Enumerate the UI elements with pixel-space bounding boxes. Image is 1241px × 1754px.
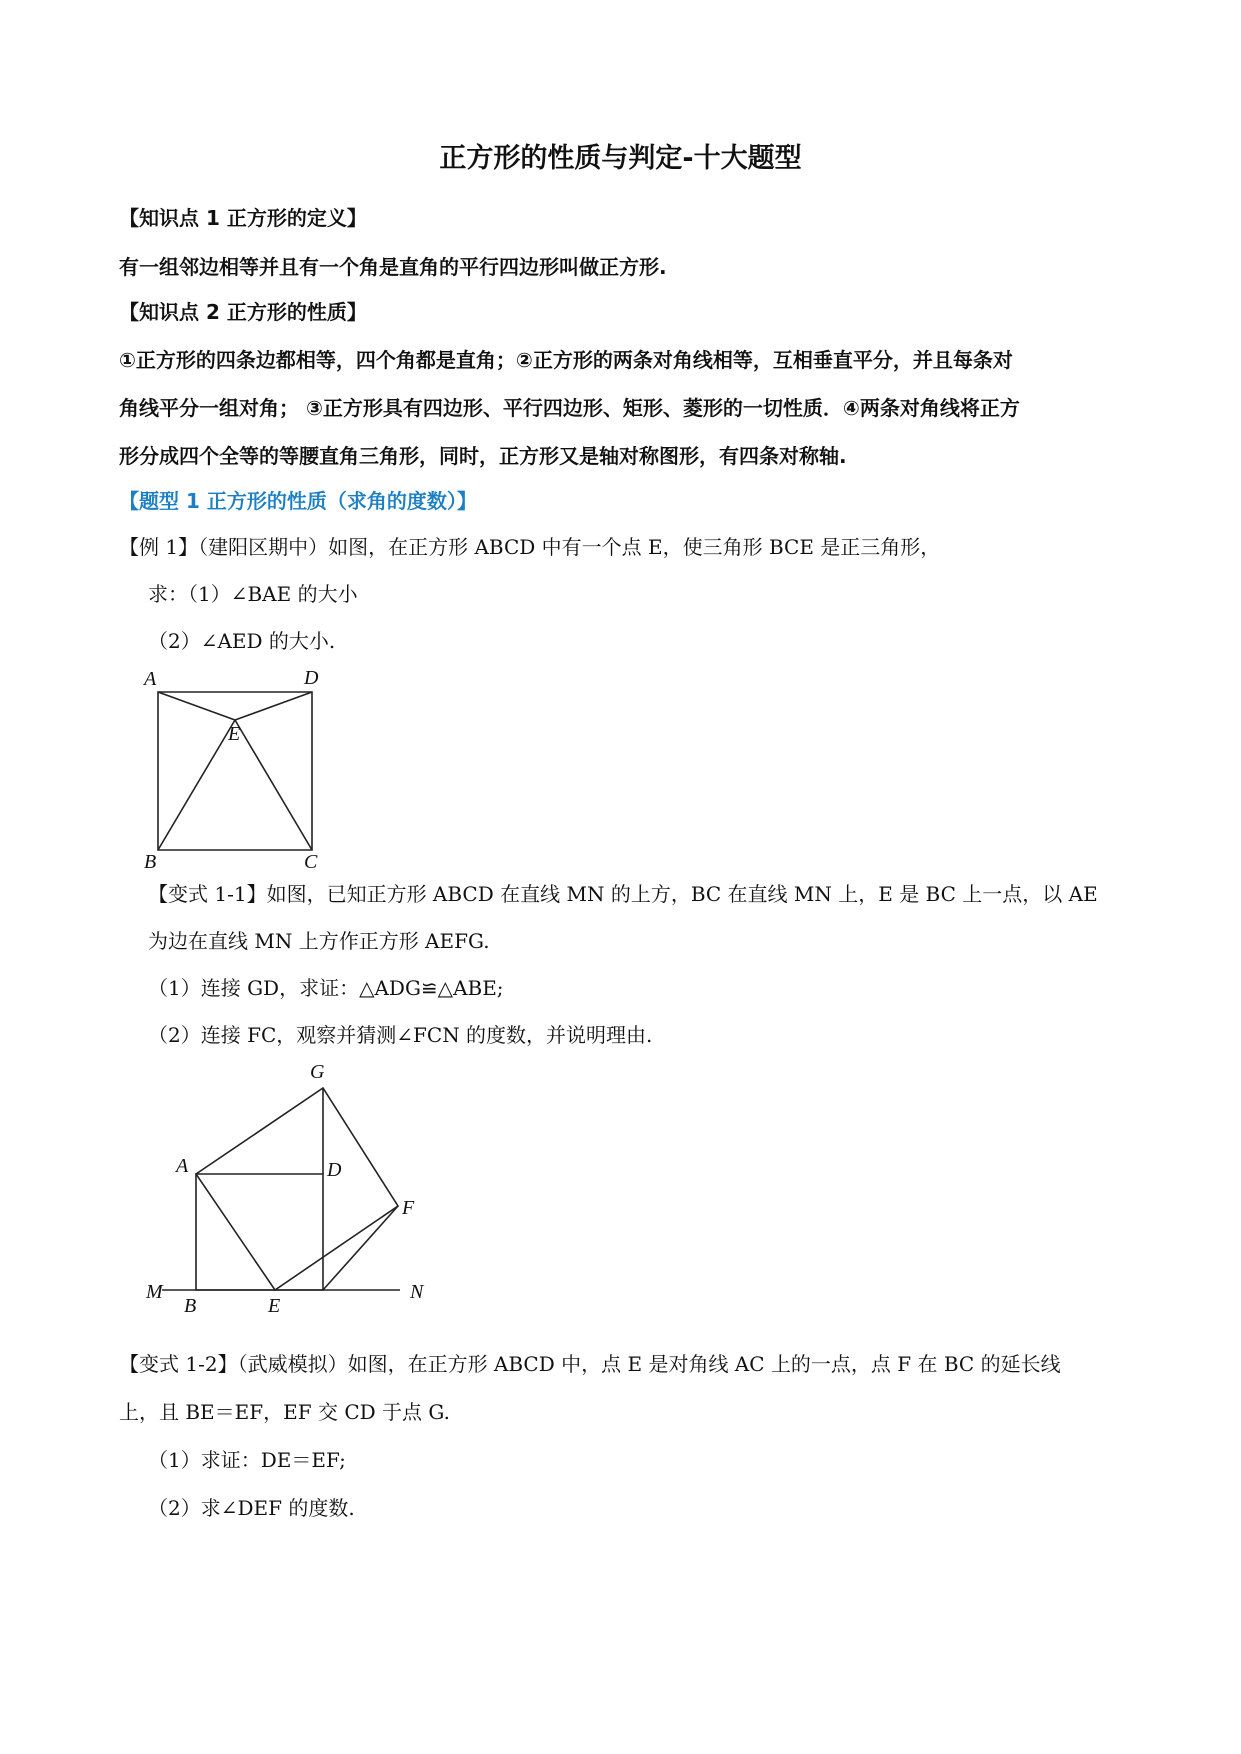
label-n: N xyxy=(410,1281,424,1303)
segment-de xyxy=(235,692,312,720)
segment-ce xyxy=(235,720,312,850)
square-abcd xyxy=(158,692,312,850)
label-b: B xyxy=(144,851,157,870)
label-c: C xyxy=(304,851,318,870)
knowledge-point-1-text: 有一组邻边相等并且有一个角是直角的平行四边形叫做正方形. xyxy=(119,255,667,279)
label-m: M xyxy=(146,1281,163,1303)
knowledge-point-2-line-1: ①正方形的四条边都相等，四个角都是直角；②正方形的两条对角线相等，互相垂直平分，并且每条对 xyxy=(119,348,1013,372)
label-d: D xyxy=(304,667,319,689)
knowledge-point-2-heading: 【知识点 2 正方形的性质】 xyxy=(119,300,367,324)
example-1-line-3: （2）∠AED 的大小. xyxy=(148,629,336,653)
label-a: A xyxy=(176,1155,189,1177)
variant-1-2-line-4: （2）求∠DEF 的度数. xyxy=(148,1496,355,1520)
type-1-heading: 【题型 1 正方形的性质（求角的度数）】 xyxy=(119,489,477,513)
knowledge-point-2-line-3: 形分成四个全等的等腰直角三角形，同时，正方形又是轴对称图形，有四条对称轴. xyxy=(119,444,847,468)
label-e: E xyxy=(268,1295,281,1317)
label-a: A xyxy=(144,668,157,690)
example-1-line-1: 【例 1】（建阳区期中）如图，在正方形 ABCD 中有一个点 E，使三角形 BCE 是正三角形， xyxy=(119,535,941,559)
knowledge-point-2-line-2: 角线平分一组对角； ③正方形具有四边形、平行四边形、矩形、菱形的一切性质．④两条对角线将正方 xyxy=(119,396,1020,420)
variant-1-1-line-4: （2）连接 FC，观察并猜测∠FCN 的度数，并说明理由. xyxy=(148,1023,653,1047)
label-f: F xyxy=(402,1197,415,1219)
square-aefg xyxy=(196,1088,398,1290)
variant-1-2-line-1: 【变式 1-2】（武威模拟）如图，在正方形 ABCD 中，点 E 是对角线 AC 上的一点，点 F 在 BC 的延长线 xyxy=(119,1352,1061,1376)
variant-1-1-line-2: 为边在直线 MN 上方作正方形 AEFG. xyxy=(148,929,490,953)
variant-1-1-figure xyxy=(140,1058,440,1318)
example-1-figure xyxy=(140,660,340,870)
segment-ae xyxy=(158,692,235,720)
variant-1-1-line-1: 【变式 1-1】如图，已知正方形 ABCD 在直线 MN 的上方，BC 在直线 MN 上，E 是 BC 上一点，以 AE xyxy=(148,882,1098,906)
square-abcd xyxy=(196,1174,323,1290)
label-e: E xyxy=(228,723,241,745)
segment-fc xyxy=(323,1206,398,1290)
knowledge-point-1-heading: 【知识点 1 正方形的定义】 xyxy=(119,206,367,230)
variant-1-2-line-2: 上，且 BE＝EF，EF 交 CD 于点 G. xyxy=(119,1400,450,1424)
page-title: 正方形的性质与判定-十大题型 xyxy=(439,143,802,174)
variant-1-1-line-3: （1）连接 GD，求证：△ADG≌△ABE; xyxy=(148,976,504,1000)
label-b: B xyxy=(184,1295,197,1317)
segment-be xyxy=(158,720,235,850)
label-g: G xyxy=(310,1061,325,1083)
example-1-line-2: 求：（1）∠BAE 的大小 xyxy=(148,582,358,606)
label-d: D xyxy=(327,1159,342,1181)
variant-1-2-line-3: （1）求证：DE＝EF; xyxy=(148,1448,346,1472)
